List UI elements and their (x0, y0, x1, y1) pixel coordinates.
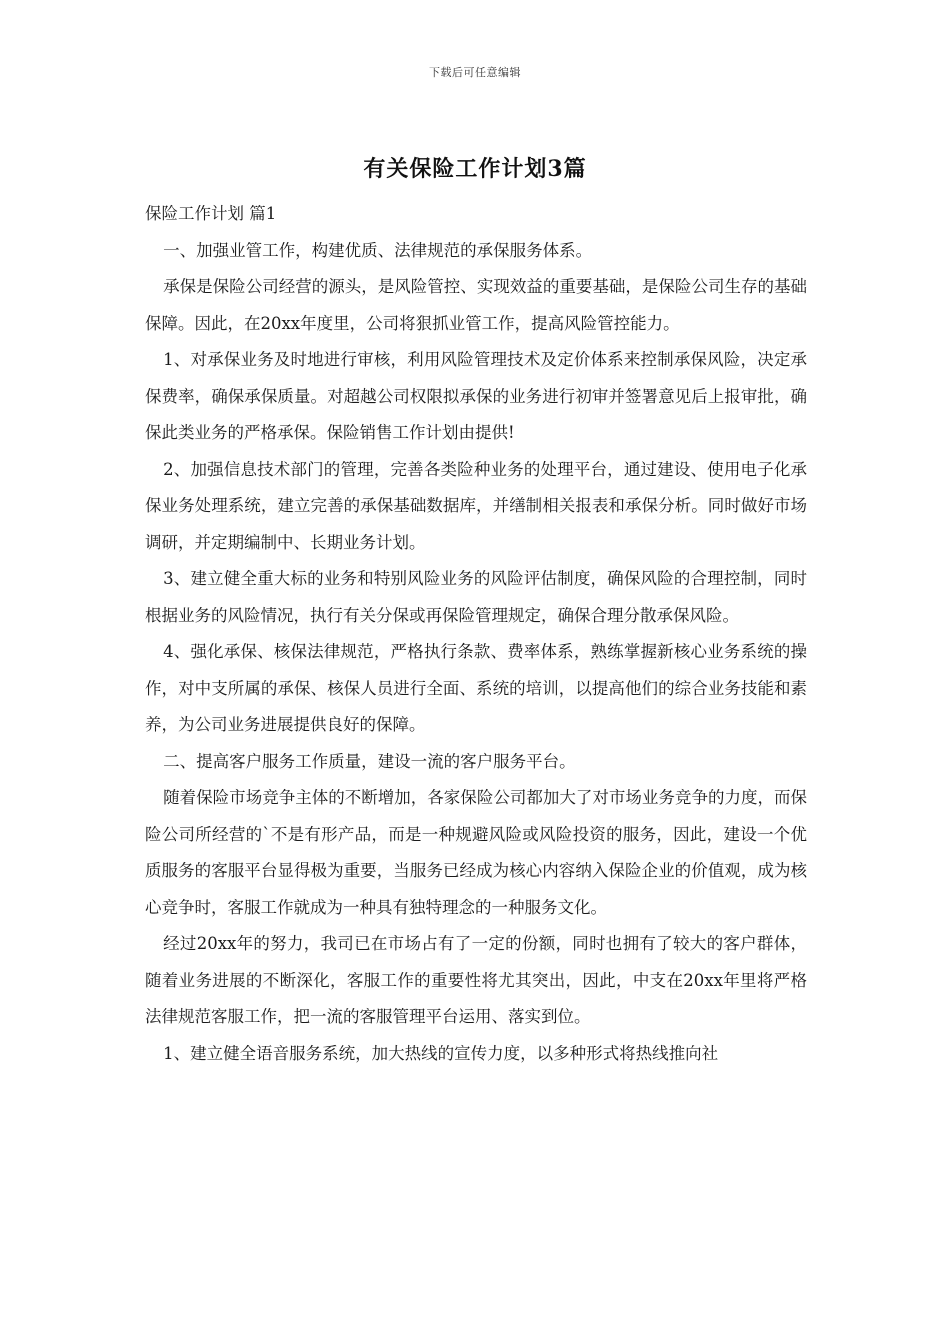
paragraph: 4、强化承保、核保法律规范，严格执行条款、费率体系，熟练掌握新核心业务系统的操作，对中支所属的承保、核保人员进行全面、系统的培训，以提高他们的综合业务技能和素养，为公司业务进展提供良好的保障。 (145, 642, 807, 734)
paragraph: 二、提高客户服务工作质量，建设一流的客户服务平台。 (163, 751, 576, 771)
document-body (145, 196, 807, 1072)
paragraph: 承保是保险公司经营的源头，是风险管控、实现效益的重要基础，是保险公司生存的基础保障。因此，在20xx年度里，公司将狠抓业管工作，提高风险管控能力。 (145, 277, 807, 333)
paragraph: 1、对承保业务及时地进行审核，利用风险管理技术及定价体系来控制承保风险，决定承保费率，确保承保质量。对超越公司权限拟承保的业务进行初审并签署意见后上报审批，确保此类业务的严格承保。保险销售工作计划由提供! (145, 350, 807, 442)
paragraph: 1、建立健全语音服务系统，加大热线的宣传力度，以多种形式将热线推向社 (163, 1043, 719, 1063)
paragraph: 随着保险市场竞争主体的不断增加，各家保险公司都加大了对市场业务竞争的力度，而保险公司所经营的`不是有形产品，而是一种规避风险或风险投资的服务，因此，建设一个优质服务的客服平台显得极为重要，当服务已经成为核心内容纳入保险企业的价值观，成为核心竞争时，客服工作就成为一种具有独特理念的一种服务文化。 (145, 788, 807, 917)
paragraph: 一、加强业管工作，构建优质、法律规范的承保服务体系。 (163, 240, 593, 260)
paragraph: 3、建立健全重大标的业务和特别风险业务的风险评估制度，确保风险的合理控制，同时根据业务的风险情况，执行有关分保或再保险管理规定，确保合理分散承保风险。 (145, 569, 807, 625)
paragraph: 经过20xx年的努力，我司已在市场占有了一定的份额，同时也拥有了较大的客户群体，随着业务进展的不断深化，客服工作的重要性将尤其突出，因此，中支在20xx年里将严格法律规范客服工作，把一流的客服管理平台运用、落实到位。 (145, 934, 807, 1026)
header-note: 下载后可任意编辑 (429, 66, 521, 79)
document-title: 有关保险工作计划3篇 (363, 156, 587, 182)
section-heading: 保险工作计划 篇1 (145, 204, 277, 223)
paragraph: 2、加强信息技术部门的管理，完善各类险种业务的处理平台，通过建设、使用电子化承保业务处理系统，建立完善的承保基础数据库，并缮制相关报表和承保分析。同时做好市场调研，并定期编制中、长期业务计划。 (145, 459, 807, 552)
